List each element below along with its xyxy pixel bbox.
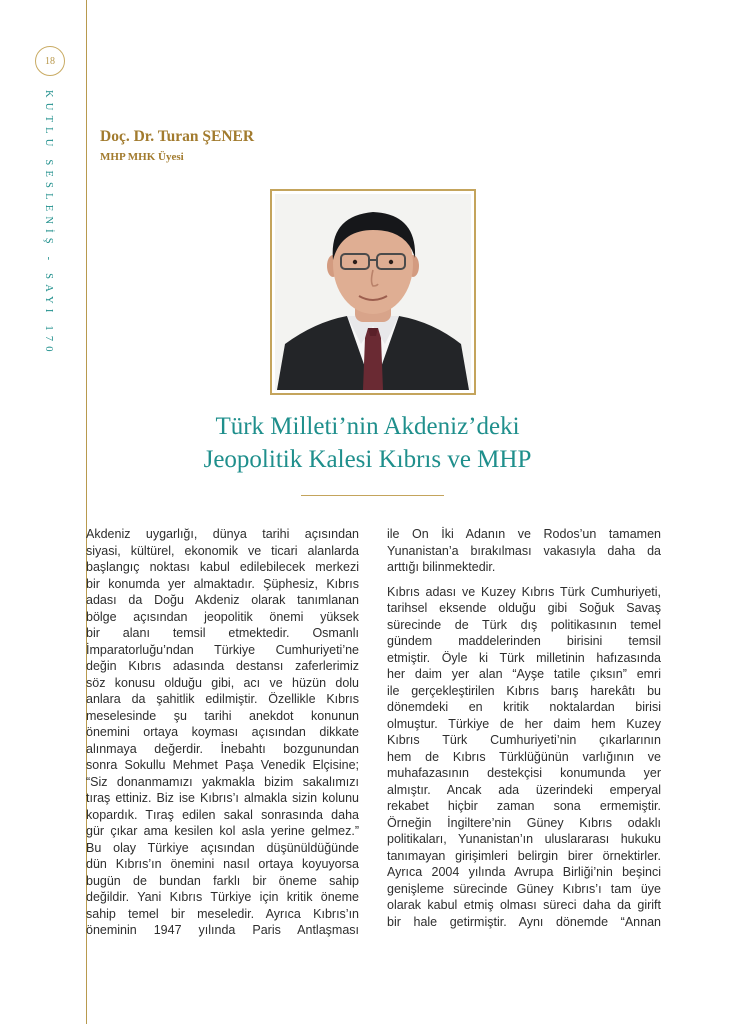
- text-line: bir konumda yer almaktadır. Şüphesiz, Kıbrıs: [86, 576, 359, 591]
- text-line: değildir. Yani Kıbrıs Türkiye için kritik öneme: [86, 890, 359, 904]
- text-line: adası da Doğu Akdeniz olarak tanımlanan: [86, 593, 359, 607]
- text-line: ile On İki Adanın ve Rodos’un tamamen: [387, 527, 661, 541]
- text-line: hem de Kıbrıs Türklüğünün varlığının ve: [387, 749, 661, 764]
- article-title: [90, 410, 645, 476]
- text-line: öneminin 1947 yılında Paris Antlaşması: [86, 923, 359, 937]
- text-line: Bu olay Türkiye açısından düşünüldüğünde: [86, 840, 359, 855]
- page-number-badge: [35, 46, 65, 76]
- text-line: genişleme sürecinde Güney Kıbrıs’ı tam üye: [387, 881, 661, 896]
- text-line: sahip temel bir meseledir. Ayrıca Kıbrıs’ın: [86, 906, 359, 921]
- text-line: almıştır. Ancak ada üzerindeki emperyal: [387, 782, 661, 797]
- author-portrait-icon: [275, 194, 471, 390]
- paragraph: [387, 526, 661, 576]
- text-line: önemini ortaya koyması açısından dikkate: [86, 725, 359, 739]
- text-line: sürecinde de Türk dış politikasının temel: [387, 617, 661, 632]
- paragraph: [387, 584, 661, 931]
- text-line: arttığı bilinmektedir.: [387, 560, 496, 574]
- page-number: 18: [45, 55, 55, 67]
- text-line: Örneğin İngiltere’nin Güney Kıbrıs odaklı: [387, 815, 661, 830]
- text-line: alınmaya değerdir. İnebahtı bozgunundan: [86, 741, 359, 756]
- text-line: politikaları, Yunanistan’ın uluslararası hukuku: [387, 832, 661, 846]
- author-photo: [270, 189, 476, 395]
- text-line: gür çıkar ama kesilen kol asla yerine gelmez.”: [86, 824, 359, 838]
- text-line: olmuştur. Türkiye de her daim hem Kuzey: [387, 716, 661, 731]
- text-line: siyasi, kültürel, ekonomik ve ticari alanlarda: [86, 543, 359, 558]
- text-line: Yunanistan’a bırakılması vakasıyla daha da: [387, 543, 661, 558]
- text-line: tarihsel eksende olduğu gibi Soğuk Savaş: [387, 601, 661, 615]
- text-line: bölge açısından jeopolitik önemi yüksek: [86, 609, 359, 624]
- title-divider: [301, 495, 444, 496]
- text-line: tanımayan girişimleri belirgin birer örnektirler.: [387, 848, 661, 863]
- text-line: bir hale getirmiştir. Aynı dönemde “Annan: [387, 914, 661, 929]
- text-line: tıraş ettiniz. Biz ise Kıbrıs’ı almakla sizin kolunu: [86, 791, 359, 805]
- text-line: değin Kıbrıs adasında destansı zaferlerimiz: [86, 659, 359, 673]
- text-line: gündem maddelerinden birisini temsil: [387, 634, 661, 648]
- text-line: “Siz donanmamızı yakmakla bizim sakalımızı: [86, 774, 359, 789]
- text-line: anlara da şahitlik edilmiştir. Özellikle Kıbrıs: [86, 692, 359, 706]
- text-line: Akdeniz uygarlığı, dünya tarihi açısından: [86, 527, 359, 541]
- author-name: Doç. Dr. Turan ŞENER: [100, 128, 255, 145]
- text-line: olarak kabul etmiş olması süreci daha da girift: [387, 898, 661, 912]
- body-column-left: [86, 526, 359, 939]
- text-line: bir alanı temsil etmektedir. Osmanlı: [86, 626, 359, 640]
- text-line: ile gerçekleştirilen Kıbrıs barış harekâtı bu: [387, 683, 661, 698]
- text-line: İmparatorluğu’ndan Türkiye Cumhuriyeti’ne: [86, 642, 359, 657]
- text-line: kopardık. Tıraş edilen sakal sonrasında daha: [86, 807, 359, 822]
- body-column-right: [387, 526, 661, 930]
- text-line: bugün de bundan farklı bir öneme sahip: [86, 873, 359, 888]
- article-title-line-1: Türk Milleti’nin Akdeniz’deki: [215, 413, 520, 440]
- text-line: rekabet hiçbir zaman sona ermemiştir.: [387, 799, 661, 813]
- text-line: dönemdeki en kritik noktalardan birisi: [387, 700, 661, 714]
- text-line: söz konusu olduğu gibi, acı ve hüzün dolu: [86, 675, 359, 690]
- text-line: etmiştir. Öyle ki Türk milletinin hafızasında: [387, 650, 661, 665]
- text-line: dün Kıbrıs’ın önemini nasıl ortaya koyuyorsa: [86, 857, 359, 871]
- author-role: MHP MHK Üyesi: [100, 151, 184, 163]
- text-line: Kıbrıs Türk Cumhuriyeti’nin çıkarlarının: [387, 733, 661, 747]
- article-title-line-2: Jeopolitik Kalesi Kıbrıs ve MHP: [203, 446, 532, 473]
- text-line: muhafazasının destekçisi konumunda yer: [387, 766, 661, 780]
- text-line: her daim yer alan “Ayşe tatile çıksın” emri: [387, 667, 661, 681]
- text-line: meselesinde şu tarihi anekdot konunun: [86, 708, 359, 723]
- text-line: başlangıç noktası kabul edilebilecek merkezi: [86, 560, 359, 574]
- text-line: Ayrıca 2004 yılında Avrupa Birliği’nin beşinci: [387, 865, 661, 879]
- text-line: Kıbrıs adası ve Kuzey Kıbrıs Türk Cumhuriyeti,: [387, 584, 661, 599]
- magazine-side-caption: KUTLU SESLENİŞ - SAYI 170: [43, 90, 54, 357]
- text-line: sonra Sokullu Mehmet Paşa Venedik Elçisine;: [86, 758, 359, 772]
